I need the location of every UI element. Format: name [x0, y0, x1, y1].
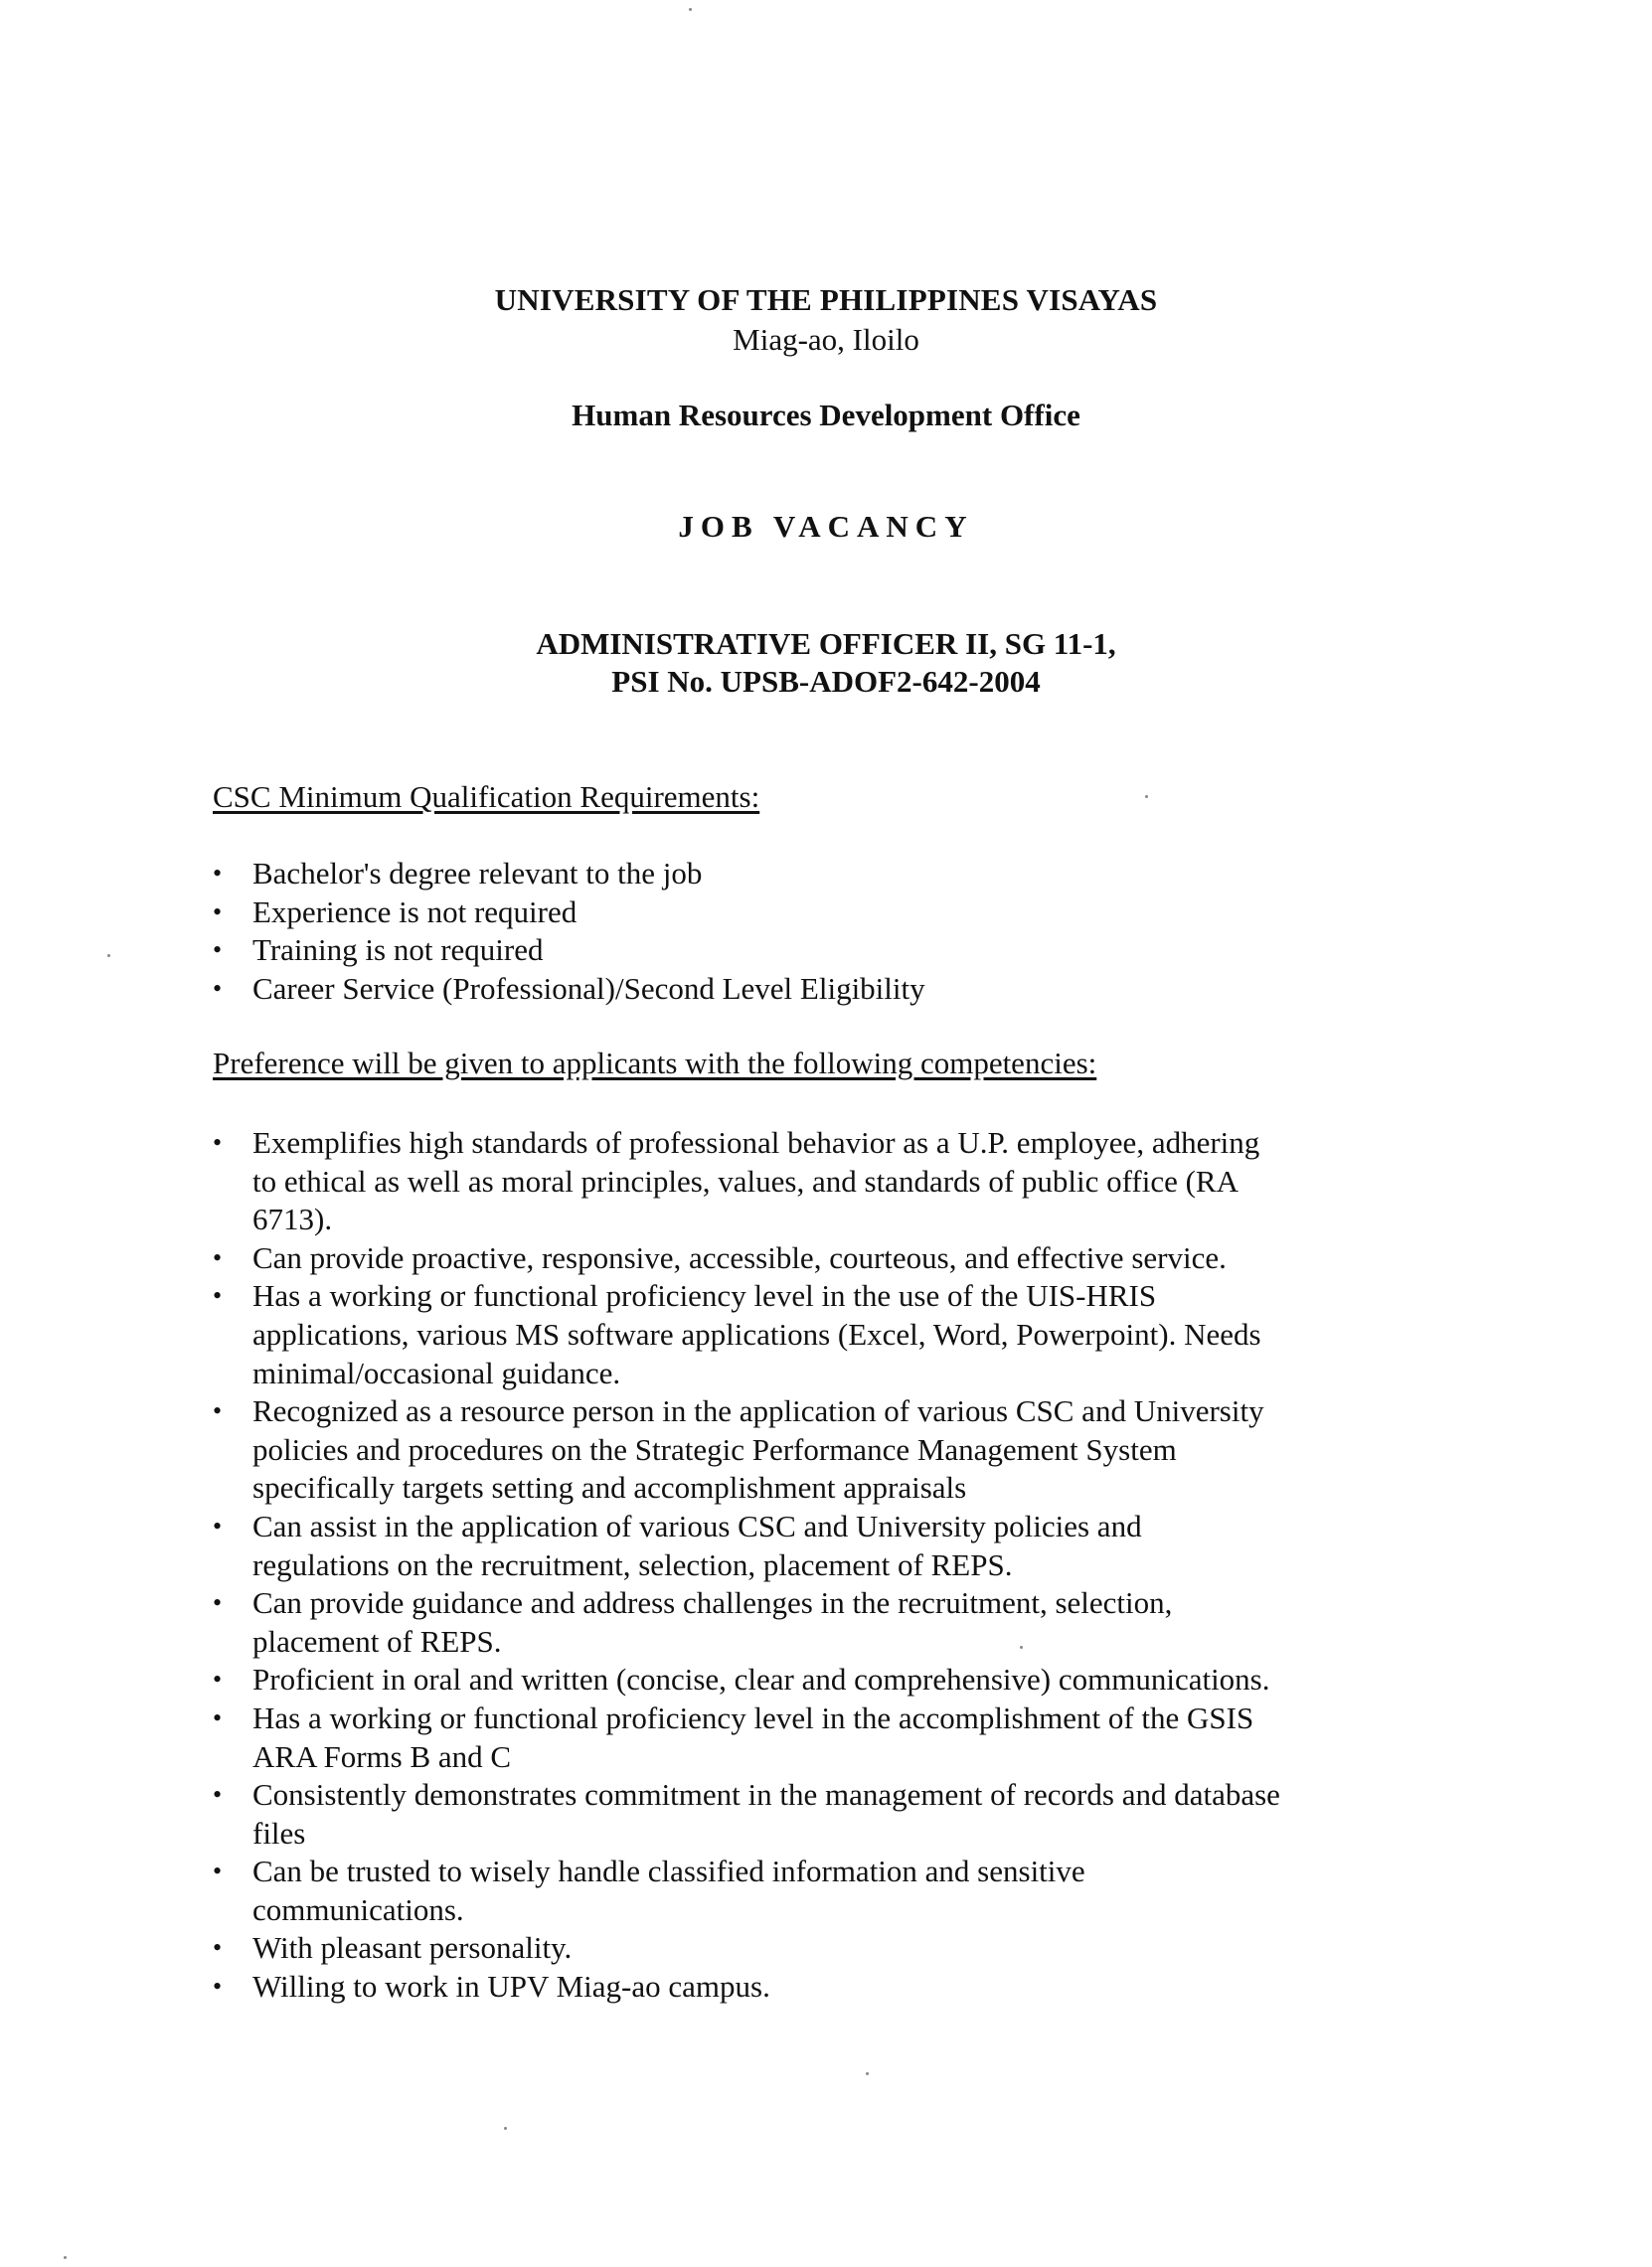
competency-item	[213, 1239, 1366, 1278]
bullet-icon: •	[213, 1511, 223, 1540]
competency-item	[213, 1929, 1366, 1968]
qualification-text: Bachelor's degree relevant to the job	[252, 856, 703, 891]
bullet-icon: •	[213, 1702, 223, 1732]
position-title: ADMINISTRATIVE OFFICER II, SG 11-1,	[536, 626, 1116, 661]
bullet-icon: •	[213, 1972, 223, 2002]
competency-text-line: Proficient in oral and written (concise, clear and comprehensive) communications.	[252, 1662, 1270, 1698]
bullet-icon: •	[213, 935, 223, 965]
qualifications-list	[213, 855, 1207, 1008]
qualification-item	[213, 855, 1207, 893]
competency-text-line: communications.	[252, 1891, 464, 1927]
competency-text-line: Has a working or functional proficiency level in the accomplishment of the GSIS	[252, 1700, 1254, 1735]
competencies-list	[213, 1124, 1366, 2007]
competency-text-line: placement of REPS.	[252, 1623, 502, 1659]
scan-speck	[1020, 1646, 1023, 1649]
bullet-icon: •	[213, 1128, 223, 1157]
psi-number: PSI No. UPSB-ADOF2-642-2004	[611, 664, 1041, 699]
competency-text-line: Can be trusted to wisely handle classified information and sensitive	[252, 1854, 1085, 1889]
bullet-icon: •	[213, 1281, 223, 1311]
qualification-text: Training is not required	[252, 932, 544, 968]
competency-text-line: Can assist in the application of various CSC and University policies and	[252, 1508, 1142, 1543]
university-location: Miag-ao, Iloilo	[733, 322, 919, 357]
bullet-icon: •	[213, 1933, 223, 1963]
competency-text-line: 6713).	[252, 1202, 333, 1237]
competency-text-line: With pleasant personality.	[252, 1930, 573, 1966]
scan-speck	[504, 2127, 507, 2130]
competency-item	[213, 1277, 1366, 1392]
competency-item	[213, 1124, 1366, 1239]
bullet-icon: •	[213, 1665, 223, 1695]
bullet-icon: •	[213, 973, 223, 1003]
bullet-icon: •	[213, 1780, 223, 1810]
competency-text-line: Has a working or functional proficiency level in the use of the UIS-HRIS	[252, 1278, 1157, 1314]
competency-text-line: ARA Forms B and C	[252, 1738, 512, 1774]
scan-speck	[689, 8, 692, 11]
competency-text-line: to ethical as well as moral principles, values, and standards of public office (RA	[252, 1163, 1239, 1199]
bullet-icon: •	[213, 1396, 223, 1426]
competency-item	[213, 1968, 1366, 2007]
competency-item	[213, 1776, 1366, 1853]
qualification-item	[213, 931, 1207, 970]
bullet-icon: •	[213, 1588, 223, 1618]
competency-item	[213, 1392, 1366, 1508]
scan-speck	[866, 2072, 869, 2075]
competency-text-line: regulations on the recruitment, selection, placement of REPS.	[252, 1546, 1013, 1582]
competency-item	[213, 1700, 1366, 1776]
scan-speck	[1145, 795, 1148, 798]
bullet-icon: •	[213, 859, 223, 888]
competency-item	[213, 1508, 1366, 1584]
competencies-heading: Preference will be given to applicants with the following competencies:	[213, 1046, 1097, 1080]
bullet-icon: •	[213, 1857, 223, 1886]
competency-text-line: Exemplifies high standards of professional behavior as a U.P. employee, adhering	[252, 1125, 1260, 1160]
university-name: UNIVERSITY OF THE PHILIPPINES VISAYAS	[494, 282, 1158, 317]
competency-text-line: applications, various MS software applications (Excel, Word, Powerpoint). Needs	[252, 1316, 1261, 1352]
competency-text-line: specifically targets setting and accomplishment appraisals	[252, 1470, 967, 1506]
competency-text-line: files	[252, 1815, 306, 1851]
competency-text-line: policies and procedures on the Strategic Performance Management System	[252, 1431, 1177, 1467]
competency-text-line: minimal/occasional guidance.	[252, 1355, 621, 1390]
competency-text-line: Recognized as a resource person in the application of various CSC and University	[252, 1393, 1264, 1429]
bullet-icon: •	[213, 896, 223, 926]
competency-item	[213, 1853, 1366, 1929]
notice-title: JOB VACANCY	[678, 509, 974, 544]
qualification-text: Experience is not required	[252, 893, 578, 929]
qualification-item	[213, 893, 1207, 932]
competency-text-line: Willing to work in UPV Miag-ao campus.	[252, 1969, 770, 2005]
scan-speck	[64, 2256, 67, 2259]
bullet-icon: •	[213, 1242, 223, 1272]
competency-text-line: Can provide guidance and address challenges in the recruitment, selection,	[252, 1585, 1173, 1621]
competency-text-line: Can provide proactive, responsive, accessible, courteous, and effective service.	[252, 1239, 1227, 1275]
qualifications-heading: CSC Minimum Qualification Requirements:	[213, 779, 760, 814]
competency-item	[213, 1661, 1366, 1700]
office-name: Human Resources Development Office	[572, 398, 1080, 432]
competency-item	[213, 1584, 1366, 1661]
competency-text-line: Consistently demonstrates commitment in the management of records and database	[252, 1777, 1280, 1813]
qualification-item	[213, 970, 1207, 1009]
scan-speck	[107, 954, 110, 957]
qualification-text: Career Service (Professional)/Second Level Eligibility	[252, 970, 925, 1006]
